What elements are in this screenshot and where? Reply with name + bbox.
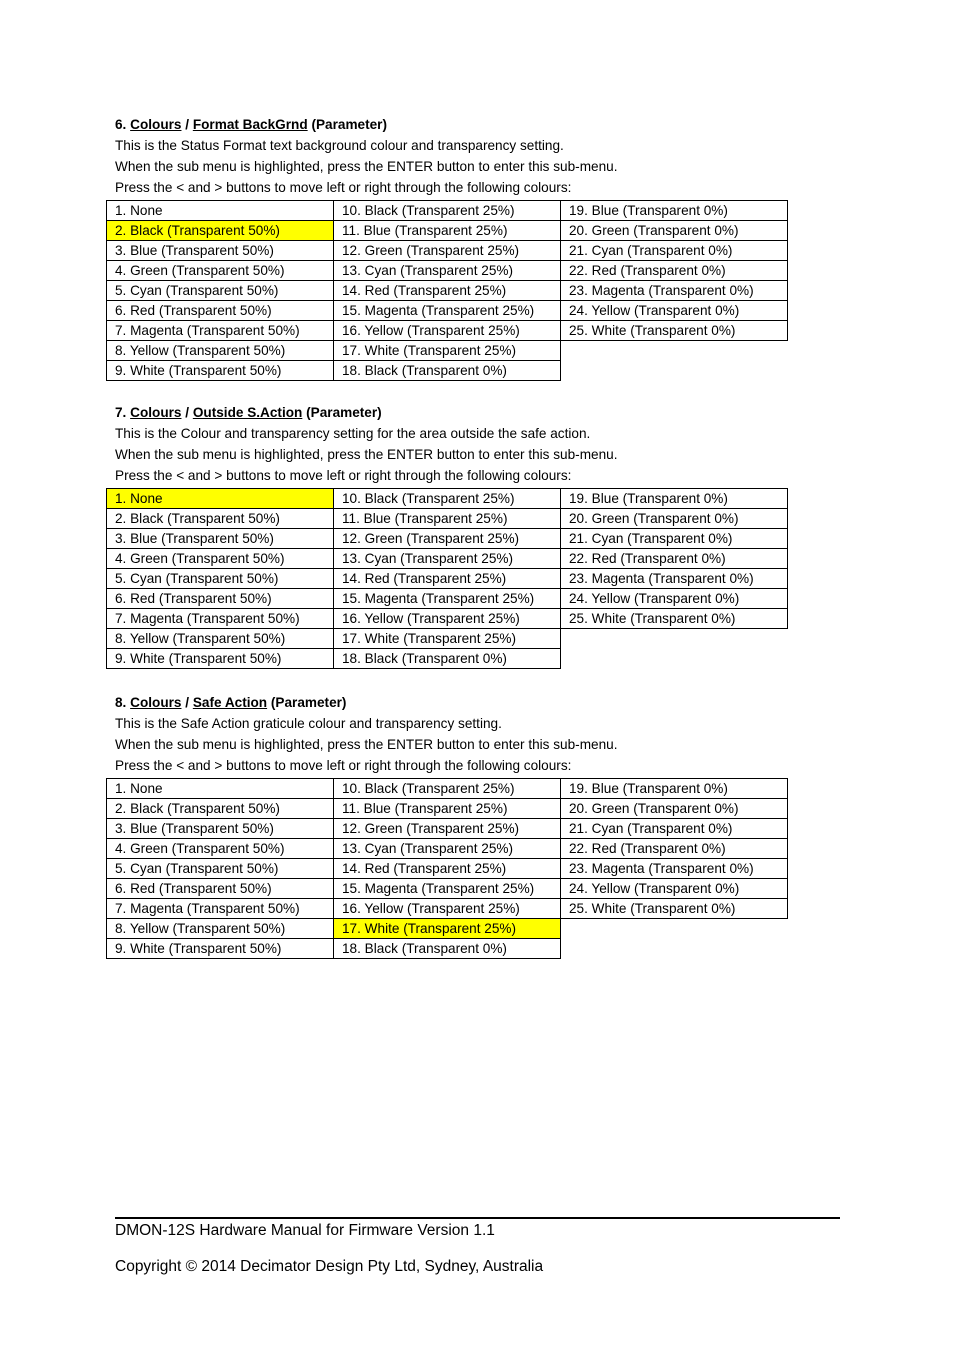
colour-option: 10. Black (Transparent 25%)	[334, 201, 561, 221]
colour-option: 25. White (Transparent 0%)	[561, 321, 788, 341]
outside-s-action-link[interactable]: Outside S.Action	[192, 405, 303, 420]
colour-option: 7. Magenta (Transparent 50%)	[107, 321, 334, 341]
colour-option: 5. Cyan (Transparent 50%)	[107, 569, 334, 589]
separator: /	[185, 117, 190, 132]
colour-option: 21. Cyan (Transparent 0%)	[561, 529, 788, 549]
colour-option: 15. Magenta (Transparent 25%)	[334, 301, 561, 321]
separator: /	[185, 405, 190, 420]
colour-option: 11. Blue (Transparent 25%)	[334, 509, 561, 529]
colour-option: 14. Red (Transparent 25%)	[334, 281, 561, 301]
colour-table	[106, 778, 788, 959]
description-line: When the sub menu is highlighted, press the ENTER button to enter this sub-menu.	[115, 447, 618, 462]
section-number: 7.	[115, 405, 127, 420]
colour-option: 24. Yellow (Transparent 0%)	[561, 589, 788, 609]
colour-option-selected: 2. Black (Transparent 50%)	[107, 221, 334, 241]
colour-option: 23. Magenta (Transparent 0%)	[561, 859, 788, 879]
description-line: Press the < and > buttons to move left or right through the following colours:	[115, 180, 572, 195]
colour-option: 18. Black (Transparent 0%)	[334, 649, 561, 669]
colour-option: 22. Red (Transparent 0%)	[561, 261, 788, 281]
table-row	[107, 819, 788, 839]
colour-table	[106, 200, 788, 381]
colour-option: 20. Green (Transparent 0%)	[561, 221, 788, 241]
colour-option: 3. Blue (Transparent 50%)	[107, 241, 334, 261]
colour-option: 11. Blue (Transparent 25%)	[334, 799, 561, 819]
colour-option: 16. Yellow (Transparent 25%)	[334, 321, 561, 341]
description-line: When the sub menu is highlighted, press the ENTER button to enter this sub-menu.	[115, 159, 618, 174]
colour-option: 16. Yellow (Transparent 25%)	[334, 609, 561, 629]
colour-option: 21. Cyan (Transparent 0%)	[561, 241, 788, 261]
colour-option: 15. Magenta (Transparent 25%)	[334, 589, 561, 609]
description-line: Press the < and > buttons to move left or right through the following colours:	[115, 758, 572, 773]
table-row	[107, 779, 788, 799]
table-row	[107, 509, 788, 529]
table-row	[107, 629, 788, 649]
colour-option: 19. Blue (Transparent 0%)	[561, 201, 788, 221]
description-line: This is the Safe Action graticule colour and transparency setting.	[115, 716, 502, 731]
colour-option: 20. Green (Transparent 0%)	[561, 509, 788, 529]
table-row	[107, 839, 788, 859]
section-heading	[115, 693, 815, 714]
empty-cell	[561, 629, 788, 649]
colour-option: 17. White (Transparent 25%)	[334, 629, 561, 649]
empty-cell	[561, 361, 788, 381]
parameter-label: (Parameter)	[306, 405, 382, 420]
table-row	[107, 899, 788, 919]
colour-option: 15. Magenta (Transparent 25%)	[334, 879, 561, 899]
table-row	[107, 799, 788, 819]
colour-option: 14. Red (Transparent 25%)	[334, 569, 561, 589]
colour-option: 4. Green (Transparent 50%)	[107, 549, 334, 569]
colour-option: 19. Blue (Transparent 0%)	[561, 489, 788, 509]
table-row	[107, 321, 788, 341]
empty-cell	[561, 919, 788, 939]
colours-link[interactable]: Colours	[130, 117, 182, 132]
table-row	[107, 281, 788, 301]
table-row	[107, 919, 788, 939]
colour-option: 1. None	[107, 201, 334, 221]
colour-option: 23. Magenta (Transparent 0%)	[561, 569, 788, 589]
colour-option: 13. Cyan (Transparent 25%)	[334, 261, 561, 281]
colour-option: 22. Red (Transparent 0%)	[561, 549, 788, 569]
empty-cell	[561, 649, 788, 669]
table-row	[107, 649, 788, 669]
table-row	[107, 529, 788, 549]
table-row	[107, 201, 788, 221]
colour-option: 5. Cyan (Transparent 50%)	[107, 281, 334, 301]
colour-option: 1. None	[107, 779, 334, 799]
colour-option: 19. Blue (Transparent 0%)	[561, 779, 788, 799]
table-row	[107, 301, 788, 321]
colour-option: 8. Yellow (Transparent 50%)	[107, 341, 334, 361]
section-heading	[115, 403, 815, 424]
description-line: This is the Status Format text background colour and transparency setting.	[115, 138, 564, 153]
colour-option: 14. Red (Transparent 25%)	[334, 859, 561, 879]
colour-option: 24. Yellow (Transparent 0%)	[561, 879, 788, 899]
colour-option: 18. Black (Transparent 0%)	[334, 939, 561, 959]
footer-divider	[115, 1217, 840, 1219]
table-row	[107, 589, 788, 609]
colour-option: 3. Blue (Transparent 50%)	[107, 529, 334, 549]
empty-cell	[561, 939, 788, 959]
description-line: Press the < and > buttons to move left or right through the following colours:	[115, 468, 572, 483]
colour-option: 25. White (Transparent 0%)	[561, 609, 788, 629]
section-outside-s-action	[115, 403, 815, 487]
table-row	[107, 859, 788, 879]
safe-action-link[interactable]: Safe Action	[192, 695, 268, 710]
colour-option: 10. Black (Transparent 25%)	[334, 489, 561, 509]
colour-option: 25. White (Transparent 0%)	[561, 899, 788, 919]
colour-table	[106, 488, 788, 669]
colour-option: 4. Green (Transparent 50%)	[107, 839, 334, 859]
colour-option: 8. Yellow (Transparent 50%)	[107, 919, 334, 939]
colour-option: 5. Cyan (Transparent 50%)	[107, 859, 334, 879]
colour-option: 6. Red (Transparent 50%)	[107, 301, 334, 321]
table-row	[107, 879, 788, 899]
section-number: 8.	[115, 695, 127, 710]
table-row	[107, 241, 788, 261]
colour-option: 7. Magenta (Transparent 50%)	[107, 899, 334, 919]
colour-option: 9. White (Transparent 50%)	[107, 939, 334, 959]
colour-option: 6. Red (Transparent 50%)	[107, 879, 334, 899]
description-line: This is the Colour and transparency setting for the area outside the safe action.	[115, 426, 591, 441]
footer-manual-title: DMON-12S Hardware Manual for Firmware Version 1.1	[115, 1222, 495, 1239]
parameter-label: (Parameter)	[311, 117, 387, 132]
table-row	[107, 549, 788, 569]
section-number: 6.	[115, 117, 127, 132]
colour-option-selected: 1. None	[107, 489, 334, 509]
colour-option: 13. Cyan (Transparent 25%)	[334, 549, 561, 569]
colour-option: 2. Black (Transparent 50%)	[107, 799, 334, 819]
colour-option: 3. Blue (Transparent 50%)	[107, 819, 334, 839]
colour-option: 17. White (Transparent 25%)	[334, 341, 561, 361]
colour-option: 21. Cyan (Transparent 0%)	[561, 819, 788, 839]
colour-option: 13. Cyan (Transparent 25%)	[334, 839, 561, 859]
colour-option: 9. White (Transparent 50%)	[107, 361, 334, 381]
colour-option: 18. Black (Transparent 0%)	[334, 361, 561, 381]
section-format-backgrnd	[115, 115, 815, 199]
table-row	[107, 569, 788, 589]
colour-option: 4. Green (Transparent 50%)	[107, 261, 334, 281]
colour-option: 2. Black (Transparent 50%)	[107, 509, 334, 529]
colour-option: 22. Red (Transparent 0%)	[561, 839, 788, 859]
colour-option: 24. Yellow (Transparent 0%)	[561, 301, 788, 321]
table-row	[107, 361, 788, 381]
section-heading	[115, 115, 815, 136]
colour-option: 8. Yellow (Transparent 50%)	[107, 629, 334, 649]
description-line: When the sub menu is highlighted, press the ENTER button to enter this sub-menu.	[115, 737, 618, 752]
footer-copyright: Copyright © 2014 Decimator Design Pty Ltd, Sydney, Australia	[115, 1258, 544, 1275]
colour-option-selected: 17. White (Transparent 25%)	[334, 919, 561, 939]
colour-option: 16. Yellow (Transparent 25%)	[334, 899, 561, 919]
table-row	[107, 261, 788, 281]
colour-option: 12. Green (Transparent 25%)	[334, 529, 561, 549]
colour-option: 9. White (Transparent 50%)	[107, 649, 334, 669]
table-row	[107, 939, 788, 959]
colour-option: 23. Magenta (Transparent 0%)	[561, 281, 788, 301]
table-row	[107, 609, 788, 629]
parameter-label: (Parameter)	[270, 695, 347, 710]
colour-option: 20. Green (Transparent 0%)	[561, 799, 788, 819]
table-row	[107, 221, 788, 241]
empty-cell	[561, 341, 788, 361]
colour-option: 11. Blue (Transparent 25%)	[334, 221, 561, 241]
colour-option: 12. Green (Transparent 25%)	[334, 241, 561, 261]
table-row	[107, 341, 788, 361]
colour-option: 7. Magenta (Transparent 50%)	[107, 609, 334, 629]
table-row	[107, 489, 788, 509]
colours-link[interactable]: Colours	[130, 405, 182, 420]
separator: /	[185, 695, 190, 710]
section-safe-action	[115, 693, 815, 777]
format-backgrnd-link[interactable]: Format BackGrnd	[192, 117, 308, 132]
colour-option: 10. Black (Transparent 25%)	[334, 779, 561, 799]
colours-link[interactable]: Colours	[130, 695, 182, 710]
colour-option: 12. Green (Transparent 25%)	[334, 819, 561, 839]
colour-option: 6. Red (Transparent 50%)	[107, 589, 334, 609]
